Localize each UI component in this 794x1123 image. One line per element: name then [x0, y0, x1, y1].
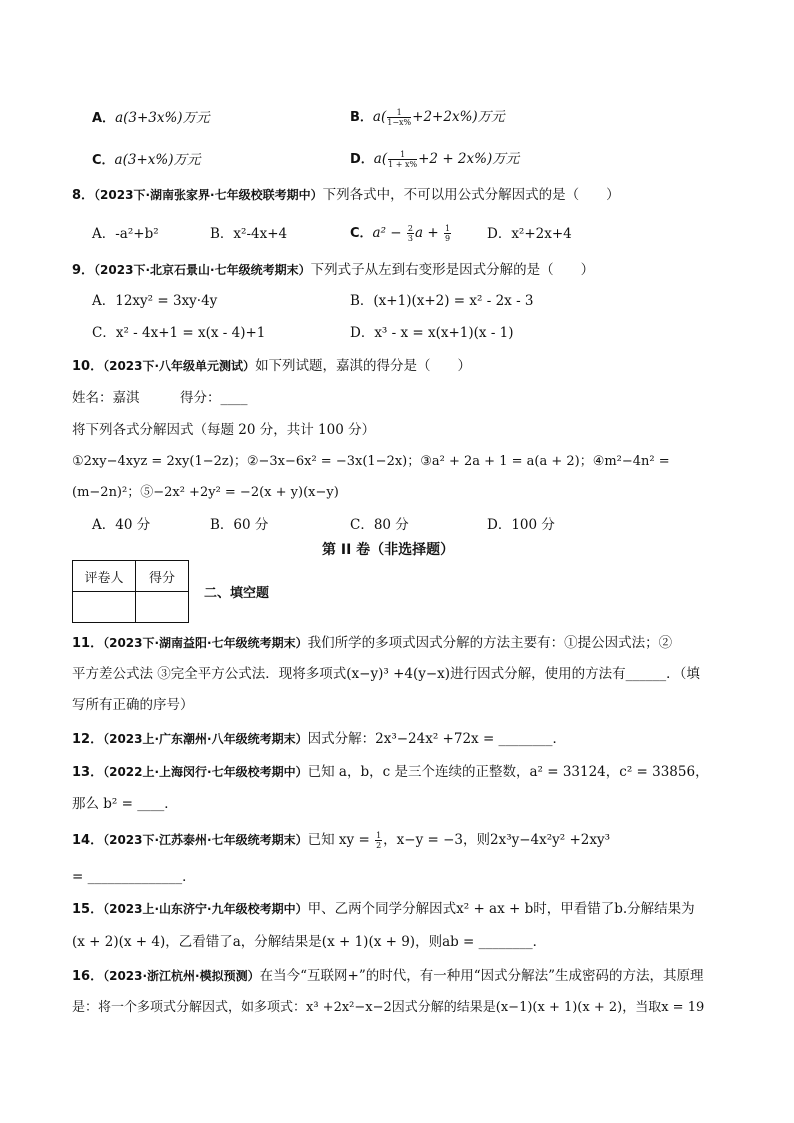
score-table-header-score: 得分 [136, 561, 189, 592]
question-16: 16．（2023·浙江杭州·模拟预测）在当今“互联网+”的时代，有一种用“因式分解法”生成密码的方法，其原理 [72, 968, 704, 984]
q15-line-2: (x + 2)(x + 4)，乙看错了a，分解结果是(x + 1)(x + 9)，则ab = ________． [72, 934, 547, 950]
q7-b-fraction: $\frac{1}{1-x\%}$ [387, 108, 412, 127]
q10-option-c: C．80 分 [350, 517, 409, 533]
q10-items-line-1: ①2xy−4xyz = 2xy(1−2z)；②−3x−6x² = −3x(1−2x)；③a² + 2a + 1 = a(a + 2)；④m²−4n² = [72, 454, 670, 469]
q9-option-d: D．x³ - x = x(x+1)(x - 1) [350, 325, 514, 341]
q8-option-a: A．-a²+b² [92, 226, 159, 242]
question-14: 14．（2023下·江苏泰州·七年级统考期末）已知 xy = $\frac{1}{2}$ ，x−y = −3，则2x³y−4x²y² +2xy³ [72, 831, 611, 850]
score-table [72, 560, 189, 623]
q11-line-3: 写所有正确的序号） [72, 697, 194, 713]
part-2-title: 第 II 卷（非选择题） [322, 542, 455, 558]
q16-line-2: 是：将一个多项式分解因式，如多项式：x³ +2x²−x−2因式分解的结果是(x−1)(x + 1)(x + 2)，当取x = 19 [72, 1000, 705, 1015]
question-15: 15．（2023上·山东济宁·九年级校考期中）甲、乙两个同学分解因式x² + ax + b时，甲看错了b.分解结果为 [72, 901, 695, 917]
q10-name-line: 姓名：嘉淇 得分：____ [72, 390, 248, 406]
q7-option-b: B．a( $\frac{1}{1-x\%}$ +2+2x%)万元 [350, 108, 505, 127]
q9-option-a: A．12xy² = 3xy·4y [92, 293, 218, 309]
q8-c-fraction-2: $\frac{1}{9}$ [444, 224, 451, 243]
q9-option-b: B．(x+1)(x+2) = x² - 2x - 3 [350, 293, 534, 309]
section-fill-in: 二、填空题 [204, 586, 270, 601]
q14-fraction: $\frac{1}{2}$ [376, 831, 382, 850]
q14-line-2: = ______________． [72, 869, 196, 885]
q7-option-d: D．a( $\frac{1}{1 + x\%}$ +2 + 2x%)万元 [350, 150, 520, 169]
question-13: 13．（2022上·上海闵行·七年级校考期中）已知 a，b，c 是三个连续的正整数，a² = 33124，c² = 33856， [72, 764, 709, 780]
question-8: 8．（2023下·湖南张家界·七年级校联考期中）下列各式中，不可以用公式分解因式的是（ ） [72, 187, 620, 203]
q10-instruction: 将下列各式分解因式（每题 20 分，共计 100 分） [72, 422, 376, 438]
q7-d-fraction: $\frac{1}{1 + x\%}$ [388, 150, 418, 169]
q10-option-a: A．40 分 [92, 517, 151, 533]
question-12: 12．（2023上·广东潮州·八年级统考期末）因式分解：2x³−24x² +72x = ________． [72, 731, 567, 747]
q9-option-c: C．x² - 4x+1 = x(x - 4)+1 [92, 325, 266, 341]
question-9: 9．（2023下·北京石景山·七年级统考期末）下列式子从左到右变形是因式分解的是（ ） [72, 262, 595, 278]
score-table-score-cell[interactable] [136, 592, 189, 623]
score-table-grader-cell[interactable] [73, 592, 136, 623]
score-table-header-grader: 评卷人 [73, 561, 136, 592]
q7-option-a: A．a(3+3x%)万元 [92, 110, 210, 126]
q10-items-line-2: (m−2n)²；⑤−2x² +2y² = −2(x + y)(x−y) [72, 485, 339, 500]
q8-c-fraction-1: $\frac{2}{3}$ [407, 224, 413, 243]
q8-option-b: B．x²-4x+4 [210, 226, 288, 242]
question-11: 11．（2023下·湖南益阳·七年级统考期末）我们所学的多项式因式分解的方法主要有：①提公因式法；② [72, 635, 673, 651]
q8-option-d: D．x²+2x+4 [487, 226, 572, 242]
q13-line-2: 那么 b² = ____． [72, 796, 178, 812]
q11-line-2: 平方差公式法 ③完全平方公式法．现将多项式(x−y)³ +4(y−x)进行因式分解，使用的方法有______．（填 [72, 666, 700, 682]
q10-option-b: B．60 分 [210, 517, 269, 533]
q10-option-d: D．100 分 [487, 517, 555, 533]
q8-option-c: C．a² − $\frac{2}{3}$ a + $\frac{1}{9}$ [350, 224, 451, 243]
q7-option-c: C．a(3+x%)万元 [92, 152, 201, 168]
question-10: 10．（2023下·八年级单元测试）如下列试题，嘉淇的得分是（ ） [72, 358, 472, 374]
